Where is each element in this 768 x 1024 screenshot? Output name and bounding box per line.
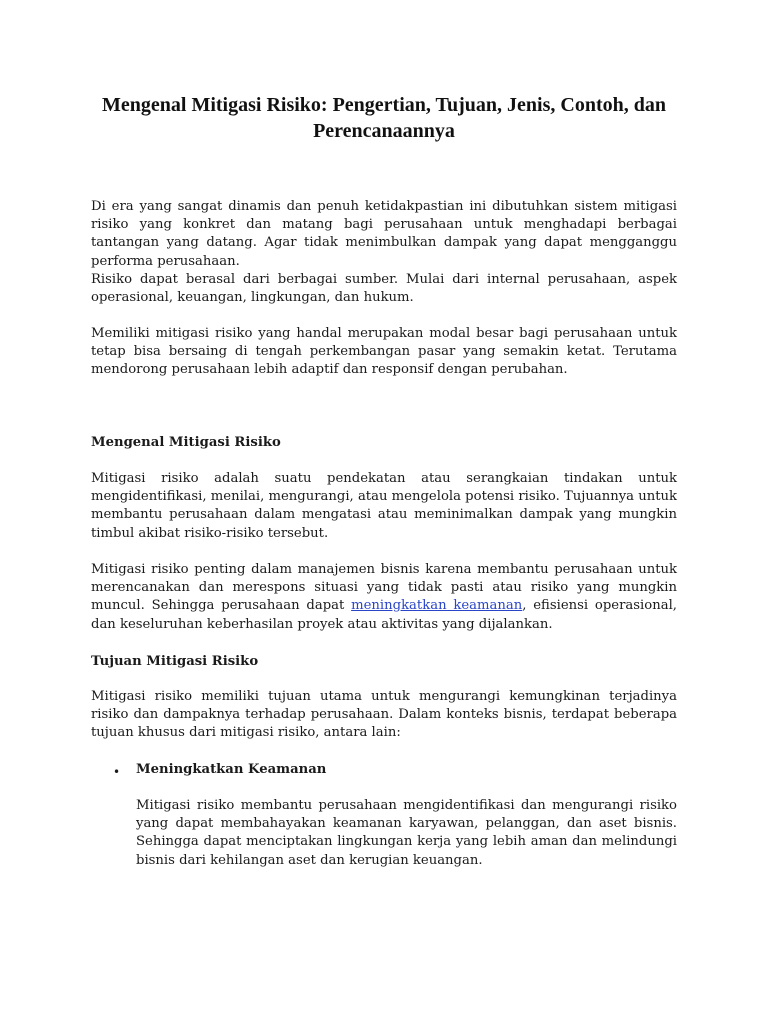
- bullet-heading: Meningkatkan Keamanan: [136, 762, 327, 777]
- section-heading-tujuan: Tujuan Mitigasi Risiko: [91, 654, 259, 669]
- bullet-marker: •: [113, 765, 121, 779]
- bullet-paragraph: Mitigasi risiko membantu perusahaan mengidentifikasi dan mengurangi risiko yang dapat membahayakan keamanan karyawan, pelanggan, dan aset bisnis. Sehingga dapat menciptakan lingkungan kerja yang lebih aman dan melindungi bisnis dari kehilangan aset dan kerugian keuangan.: [136, 798, 677, 868]
- section2-paragraph-1: Mitigasi risiko memiliki tujuan utama untuk mengurangi kemungkinan terjadinya risiko dan dampaknya terhadap perusahaan. Dalam konteks bisnis, terdapat beberapa tujuan khusus dari mitigasi risiko, antara lain:: [91, 689, 677, 741]
- intro-paragraph-2: Risiko dapat berasal dari berbagai sumber. Mulai dari internal perusahaan, aspek operasional, keuangan, lingkungan, dan hukum.: [91, 272, 677, 306]
- section1-paragraph-2-text-b: , efisiensi operasional, dan keseluruhan keberhasilan proyek atau aktivitas yang dijalankan.: [91, 598, 677, 632]
- intro-paragraph-3: Memiliki mitigasi risiko yang handal merupakan modal besar bagi perusahaan untuk tetap bisa bersaing di tengah perkembangan pasar yang semakin ketat. Terutama mendorong perusahaan lebih adaptif dan responsif dengan perubahan.: [91, 326, 677, 378]
- meningkatkan-keamanan-link[interactable]: meningkatkan keamanan: [351, 598, 523, 614]
- document-title: Mengenal Mitigasi Risiko: Pengertian, Tujuan, Jenis, Contoh, dan Perencanaannya: [102, 94, 666, 142]
- section-heading-mengenal: Mengenal Mitigasi Risiko: [91, 435, 281, 450]
- intro-paragraph-1: Di era yang sangat dinamis dan penuh ketidakpastian ini dibutuhkan sistem mitigasi risiko yang konkret dan matang bagi perusahaan untuk menghadapi berbagai tantangan yang datang. Agar tidak menimbulkan dampak yang dapat mengganggu performa perusahaan.: [91, 199, 677, 269]
- section1-paragraph-1: Mitigasi risiko adalah suatu pendekatan atau serangkaian tindakan untuk mengidentifikasi, menilai, mengurangi, atau mengelola potensi risiko. Tujuannya untuk membantu perusahaan dalam mengatasi atau meminimalkan dampak yang mungkin timbul akibat risiko-risiko tersebut.: [91, 471, 677, 541]
- section1-paragraph-2: [91, 561, 677, 634]
- section1-paragraph-2-text-a: Mitigasi risiko penting dalam manajemen bisnis karena membantu perusahaan untuk merencanakan dan merespons situasi yang tidak pasti atau risiko yang mungkin muncul. Sehingga perusahaan dapat: [91, 562, 677, 614]
